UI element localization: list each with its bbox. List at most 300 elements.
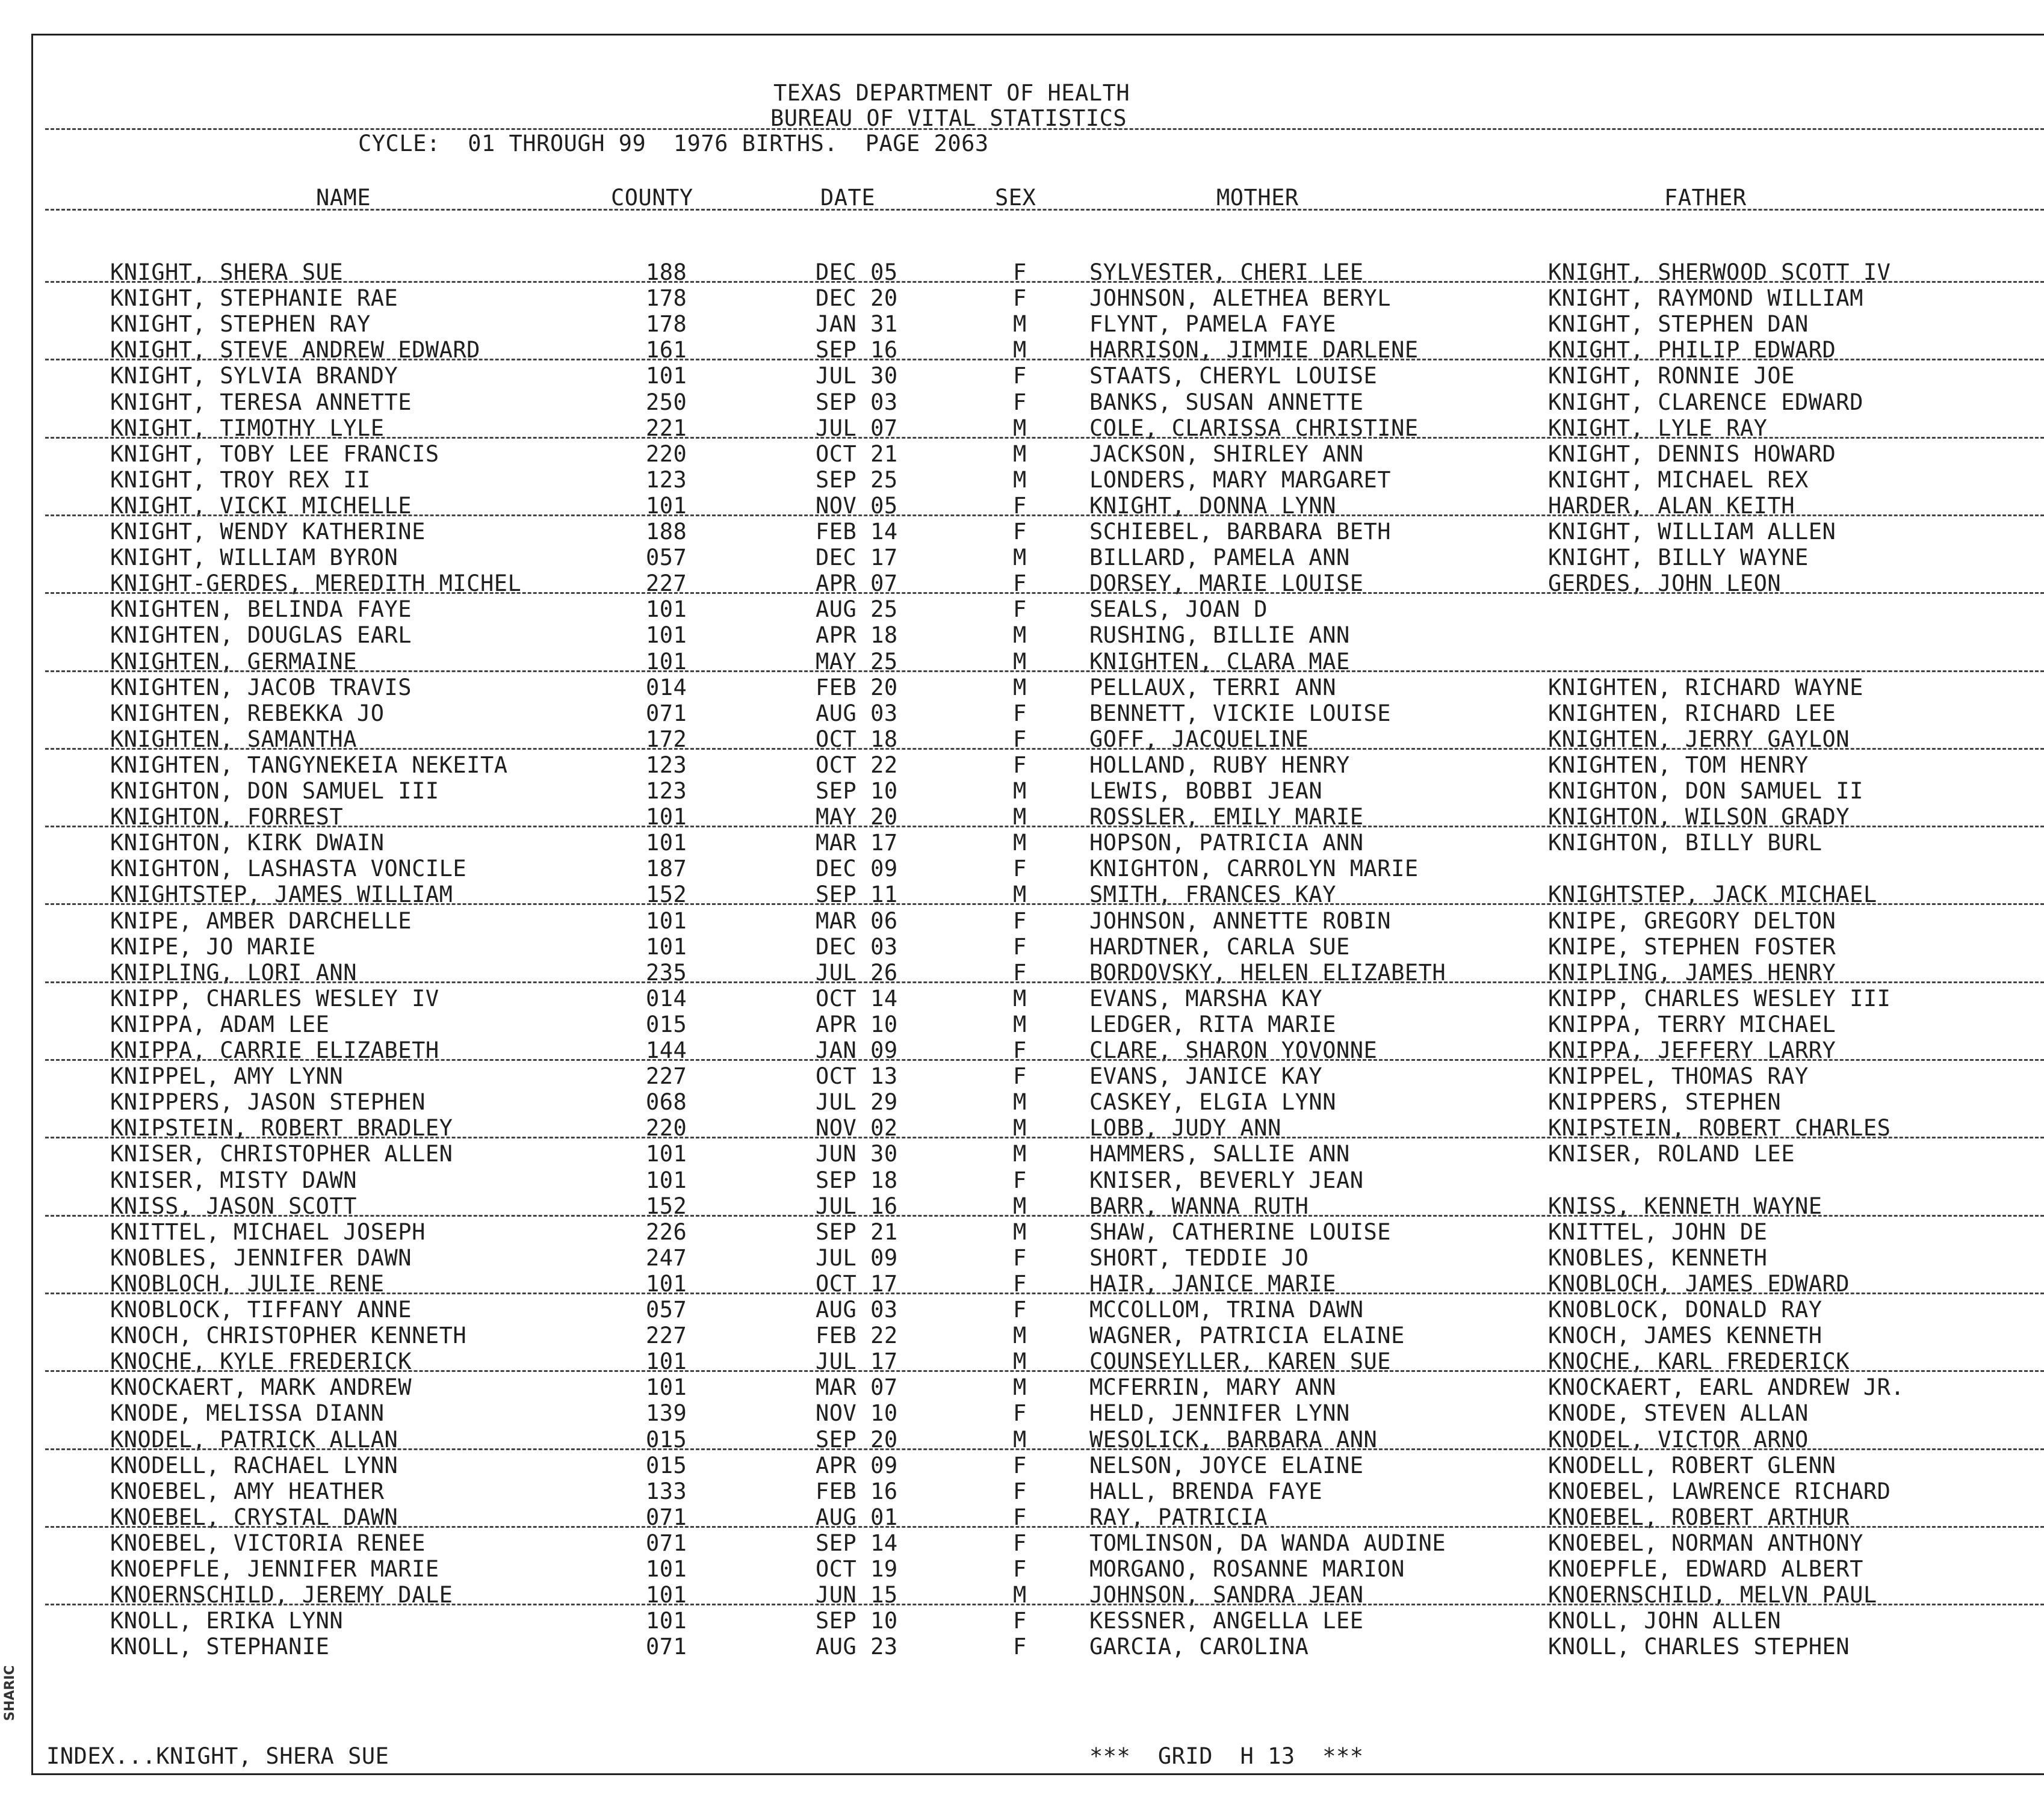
row-divider <box>45 748 2044 750</box>
cell-father: KNIGHTEN, RICHARD LEE <box>1548 700 1836 726</box>
cell-date: MAR 07 <box>816 1374 898 1401</box>
cell-date: NOV 02 <box>816 1115 898 1141</box>
cell-date: MAY 25 <box>816 648 898 675</box>
cell-county: 101 <box>646 1167 687 1193</box>
cell-father: KNIPSTEIN, ROBERT CHARLES <box>1548 1115 1891 1141</box>
row-divider <box>45 1059 2044 1061</box>
cell-county: 015 <box>646 1011 687 1037</box>
row-divider <box>45 1370 2044 1372</box>
cell-county: 101 <box>646 363 687 389</box>
cell-date: OCT 18 <box>816 726 898 752</box>
cell-name: KNIGHT-GERDES, MEREDITH MICHEL <box>110 570 522 597</box>
cell-sex: F <box>1013 285 1027 312</box>
cell-date: JUL 07 <box>816 415 898 441</box>
cell-county: 220 <box>646 1115 687 1141</box>
cell-name: KNIGHT, TROY REX II <box>110 466 371 493</box>
cell-mother: CASKEY, ELGIA LYNN <box>1089 1089 1336 1116</box>
cell-sex: M <box>1013 1323 1027 1349</box>
cell-name: KNIGHTEN, REBEKKA JO <box>110 700 385 726</box>
cell-sex: M <box>1013 1426 1027 1453</box>
cell-date: SEP 16 <box>816 337 898 363</box>
cell-father: KNIGHT, LYLE RAY <box>1548 415 1768 441</box>
cell-mother: SEALS, JOAN D <box>1089 596 1268 623</box>
cell-name: KNIGHTON, FORREST <box>110 804 344 830</box>
cell-name: KNIGHTEN, TANGYNEKEIA NEKEITA <box>110 752 508 778</box>
cell-sex: F <box>1013 259 1027 285</box>
cell-county: 057 <box>646 1297 687 1323</box>
cell-mother: MORGANO, ROSANNE MARION <box>1089 1556 1405 1582</box>
cell-mother: RAY, PATRICIA <box>1089 1504 1268 1530</box>
cell-father: KNOLL, CHARLES STEPHEN <box>1548 1634 1850 1660</box>
cell-county: 068 <box>646 1089 687 1116</box>
cell-sex: F <box>1013 1530 1027 1556</box>
cell-father: KNOEBEL, ROBERT ARTHUR <box>1548 1504 1850 1530</box>
cell-father: KNIGHTON, BILLY BURL <box>1548 830 1823 856</box>
cell-father: KNOLL, JOHN ALLEN <box>1548 1608 1782 1634</box>
cell-name: KNIGHTEN, BELINDA FAYE <box>110 596 412 623</box>
cell-sex: F <box>1013 1167 1027 1193</box>
cell-mother: TOMLINSON, DA WANDA AUDINE <box>1089 1530 1446 1556</box>
cell-name: KNIPPA, CARRIE ELIZABETH <box>110 1037 439 1063</box>
cell-mother: MCCOLLOM, TRINA DAWN <box>1089 1297 1364 1323</box>
cell-name: KNISS, JASON SCOTT <box>110 1193 357 1219</box>
cell-name: KNIGHTON, KIRK DWAIN <box>110 830 385 856</box>
cell-mother: PELLAUX, TERRI ANN <box>1089 674 1336 700</box>
cell-date: AUG 25 <box>816 596 898 623</box>
cell-sex: M <box>1013 311 1027 338</box>
cell-mother: JOHNSON, ANNETTE ROBIN <box>1089 907 1392 934</box>
cell-mother: EVANS, JANICE KAY <box>1089 1063 1323 1090</box>
cell-mother: NELSON, JOYCE ELAINE <box>1089 1452 1364 1478</box>
cell-name: KNIGHTEN, JACOB TRAVIS <box>110 674 412 700</box>
cell-father: KNOCKAERT, EARL ANDREW JR. <box>1548 1374 1905 1401</box>
row-divider <box>45 1215 2044 1217</box>
cell-mother: HARRISON, JIMMIE DARLENE <box>1089 337 1419 363</box>
cell-date: MAY 20 <box>816 804 898 830</box>
cell-date: JUL 29 <box>816 1089 898 1116</box>
cell-father: HARDER, ALAN KEITH <box>1548 492 1795 519</box>
cell-sex: M <box>1013 1582 1027 1608</box>
cell-county: 227 <box>646 1063 687 1090</box>
cell-sex: M <box>1013 1374 1027 1401</box>
cell-father: KNIGHTON, DON SAMUEL II <box>1548 778 1863 804</box>
cell-mother: EVANS, MARSHA KAY <box>1089 985 1323 1012</box>
cell-name: KNIPPA, ADAM LEE <box>110 1011 330 1037</box>
cell-father: KNOBLOCK, DONALD RAY <box>1548 1297 1823 1323</box>
cell-name: KNIGHT, TIMOTHY LYLE <box>110 415 385 441</box>
cell-county: 101 <box>646 804 687 830</box>
cell-date: OCT 13 <box>816 1063 898 1090</box>
cell-father: KNOERNSCHILD, MELVN PAUL <box>1548 1582 1877 1608</box>
cell-mother: HOPSON, PATRICIA ANN <box>1089 830 1364 856</box>
cell-father: KNIGHTEN, TOM HENRY <box>1548 752 1809 778</box>
cell-father: KNODE, STEVEN ALLAN <box>1548 1400 1809 1427</box>
cell-county: 188 <box>646 519 687 545</box>
cell-county: 015 <box>646 1426 687 1453</box>
cell-county: 057 <box>646 545 687 571</box>
cell-name: KNOEBEL, CRYSTAL DAWN <box>110 1504 398 1530</box>
cell-name: KNODEL, PATRICK ALLAN <box>110 1426 398 1453</box>
cell-sex: M <box>1013 804 1027 830</box>
cell-county: 178 <box>646 311 687 338</box>
cell-name: KNIGHTSTEP, JAMES WILLIAM <box>110 882 453 908</box>
cell-sex: F <box>1013 519 1027 545</box>
row-divider <box>45 670 2044 672</box>
cell-sex: F <box>1013 1608 1027 1634</box>
col-father: FATHER <box>1664 185 1747 211</box>
cell-mother: SHORT, TEDDIE JO <box>1089 1244 1309 1271</box>
cell-county: 101 <box>646 622 687 649</box>
cell-name: KNITTEL, MICHAEL JOSEPH <box>110 1219 426 1245</box>
cell-mother: WAGNER, PATRICIA ELAINE <box>1089 1323 1405 1349</box>
row-divider <box>45 1526 2044 1528</box>
cell-mother: BILLARD, PAMELA ANN <box>1089 545 1350 571</box>
cell-county: 101 <box>646 492 687 519</box>
cell-sex: M <box>1013 985 1027 1012</box>
cell-mother: KNIGHT, DONNA LYNN <box>1089 492 1336 519</box>
cell-date: APR 10 <box>816 1011 898 1037</box>
cell-sex: F <box>1013 726 1027 752</box>
cell-mother: KNISER, BEVERLY JEAN <box>1089 1167 1364 1193</box>
cell-sex: M <box>1013 466 1027 493</box>
cell-name: KNOEBEL, AMY HEATHER <box>110 1478 385 1504</box>
cell-father: KNIGHT, STEPHEN DAN <box>1548 311 1809 338</box>
cell-sex: M <box>1013 1115 1027 1141</box>
cell-mother: ROSSLER, EMILY MARIE <box>1089 804 1364 830</box>
cell-sex: M <box>1013 545 1027 571</box>
cell-name: KNODELL, RACHAEL LYNN <box>110 1452 398 1478</box>
cell-county: 123 <box>646 752 687 778</box>
cell-mother: HAMMERS, SALLIE ANN <box>1089 1141 1350 1167</box>
cell-father: KNITTEL, JOHN DE <box>1548 1219 1768 1245</box>
cell-mother: WESOLICK, BARBARA ANN <box>1089 1426 1378 1453</box>
cell-sex: F <box>1013 752 1027 778</box>
cell-sex: F <box>1013 1556 1027 1582</box>
cell-sex: F <box>1013 596 1027 623</box>
cell-county: 152 <box>646 882 687 908</box>
cell-name: KNOBLES, JENNIFER DAWN <box>110 1244 412 1271</box>
cell-name: KNIGHTON, LASHASTA VONCILE <box>110 856 467 882</box>
cell-sex: M <box>1013 882 1027 908</box>
cell-father: KNOEBEL, NORMAN ANTHONY <box>1548 1530 1863 1556</box>
cell-mother: COLE, CLARISSA CHRISTINE <box>1089 415 1419 441</box>
cell-county: 101 <box>646 1141 687 1167</box>
cell-date: JUL 30 <box>816 363 898 389</box>
cell-father: KNODEL, VICTOR ARNO <box>1548 1426 1809 1453</box>
row-divider <box>45 1448 2044 1450</box>
row-divider <box>45 1293 2044 1294</box>
row-divider <box>45 592 2044 594</box>
cell-date: SEP 25 <box>816 466 898 493</box>
cell-date: APR 07 <box>816 570 898 597</box>
cell-name: KNOEBEL, VICTORIA RENEE <box>110 1530 426 1556</box>
cell-sex: F <box>1013 1400 1027 1427</box>
cell-name: KNIPP, CHARLES WESLEY IV <box>110 985 439 1012</box>
cell-sex: M <box>1013 337 1027 363</box>
cell-sex: F <box>1013 1244 1027 1271</box>
cell-sex: F <box>1013 1634 1027 1660</box>
cell-date: DEC 09 <box>816 856 898 882</box>
cell-father: KNIPE, GREGORY DELTON <box>1548 907 1836 934</box>
cell-mother: HARDTNER, CARLA SUE <box>1089 933 1350 960</box>
cell-mother: BANKS, SUSAN ANNETTE <box>1089 389 1364 415</box>
cell-father: KNIGHTON, WILSON GRADY <box>1548 804 1850 830</box>
cell-name: KNOERNSCHILD, JEREMY DALE <box>110 1582 453 1608</box>
cell-county: 235 <box>646 959 687 986</box>
record-sheet <box>31 34 2044 1775</box>
cell-name: KNIGHTON, DON SAMUEL III <box>110 778 439 804</box>
cell-date: AUG 03 <box>816 1297 898 1323</box>
cell-name: KNIGHT, VICKI MICHELLE <box>110 492 412 519</box>
cell-name: KNODE, MELISSA DIANN <box>110 1400 385 1427</box>
cell-father: KNIPPA, JEFFERY LARRY <box>1548 1037 1836 1063</box>
cell-date: SEP 11 <box>816 882 898 908</box>
cell-name: KNIPSTEIN, ROBERT BRADLEY <box>110 1115 453 1141</box>
cell-father: KNOEPFLE, EDWARD ALBERT <box>1548 1556 1863 1582</box>
cell-date: JUL 16 <box>816 1193 898 1219</box>
cell-county: 101 <box>646 830 687 856</box>
cell-sex: F <box>1013 1297 1027 1323</box>
cell-mother: LEWIS, BOBBI JEAN <box>1089 778 1323 804</box>
cell-father: KNIPPERS, STEPHEN <box>1548 1089 1782 1116</box>
cell-sex: F <box>1013 959 1027 986</box>
cell-date: SEP 03 <box>816 389 898 415</box>
cell-father: KNISS, KENNETH WAYNE <box>1548 1193 1823 1219</box>
cell-mother: KNIGHTEN, CLARA MAE <box>1089 648 1350 675</box>
cell-father: KNIGHT, PHILIP EDWARD <box>1548 337 1836 363</box>
cell-county: 101 <box>646 596 687 623</box>
header-line-3: CYCLE: 01 THROUGH 99 1976 BIRTHS. PAGE 2063 <box>358 131 989 156</box>
cell-mother: LONDERS, MARY MARGARET <box>1089 466 1392 493</box>
row-divider <box>45 437 2044 439</box>
cell-county: 101 <box>646 1348 687 1375</box>
cell-sex: F <box>1013 1504 1027 1530</box>
cell-father: KNIGHT, MICHAEL REX <box>1548 466 1809 493</box>
header-line-2: BUREAU OF VITAL STATISTICS <box>770 105 1127 131</box>
cell-name: KNIPLING, LORI ANN <box>110 959 357 986</box>
cell-county: 221 <box>646 415 687 441</box>
cell-name: KNIGHT, STEPHEN RAY <box>110 311 371 338</box>
cell-county: 101 <box>646 1556 687 1582</box>
cell-date: MAR 06 <box>816 907 898 934</box>
cell-sex: F <box>1013 1452 1027 1478</box>
cell-father: KNIPP, CHARLES WESLEY III <box>1548 985 1891 1012</box>
cell-mother: SYLVESTER, CHERI LEE <box>1089 259 1364 285</box>
cell-sex: M <box>1013 622 1027 649</box>
cell-county: 178 <box>646 285 687 312</box>
cell-date: SEP 10 <box>816 778 898 804</box>
row-divider <box>45 359 2044 360</box>
cell-name: KNIPPERS, JASON STEPHEN <box>110 1089 426 1116</box>
cell-mother: GARCIA, CAROLINA <box>1089 1634 1309 1660</box>
cell-father: KNOCHE, KARL FREDERICK <box>1548 1348 1850 1375</box>
cell-county: 014 <box>646 985 687 1012</box>
cell-mother: BORDOVSKY, HELEN ELIZABETH <box>1089 959 1446 986</box>
cell-mother: GOFF, JACQUELINE <box>1089 726 1309 752</box>
cell-sex: M <box>1013 1089 1027 1116</box>
cell-name: KNIGHT, WENDY KATHERINE <box>110 519 426 545</box>
cell-sex: F <box>1013 363 1027 389</box>
row-divider <box>45 826 2044 827</box>
cell-date: FEB 16 <box>816 1478 898 1504</box>
col-date: DATE <box>820 185 876 211</box>
cell-sex: M <box>1013 1193 1027 1219</box>
cell-name: KNIPPEL, AMY LYNN <box>110 1063 344 1090</box>
cell-mother: HOLLAND, RUBY HENRY <box>1089 752 1350 778</box>
cell-date: JUL 17 <box>816 1348 898 1375</box>
cell-sex: M <box>1013 830 1027 856</box>
cell-father: KNIGHT, RONNIE JOE <box>1548 363 1795 389</box>
row-divider <box>45 281 2044 283</box>
cell-date: OCT 19 <box>816 1556 898 1582</box>
col-county: COUNTY <box>611 185 693 211</box>
cell-name: KNIGHT, WILLIAM BYRON <box>110 545 398 571</box>
cell-date: JAN 31 <box>816 311 898 338</box>
cell-name: KNOCH, CHRISTOPHER KENNETH <box>110 1323 467 1349</box>
cell-county: 101 <box>646 1582 687 1608</box>
cell-father: KNIPPA, TERRY MICHAEL <box>1548 1011 1836 1037</box>
cell-county: 188 <box>646 259 687 285</box>
cell-date: FEB 20 <box>816 674 898 700</box>
cell-date: SEP 14 <box>816 1530 898 1556</box>
cell-name: KNIGHT, SHERA SUE <box>110 259 344 285</box>
cell-mother: JACKSON, SHIRLEY ANN <box>1089 440 1364 467</box>
row-divider <box>45 903 2044 905</box>
cell-date: AUG 01 <box>816 1504 898 1530</box>
col-sex: SEX <box>995 185 1036 211</box>
cell-sex: F <box>1013 1270 1027 1297</box>
row-divider <box>45 514 2044 516</box>
cell-mother: BARR, WANNA RUTH <box>1089 1193 1309 1219</box>
cell-mother: FLYNT, PAMELA FAYE <box>1089 311 1336 338</box>
cell-name: KNOLL, STEPHANIE <box>110 1634 330 1660</box>
cell-sex: F <box>1013 700 1027 726</box>
cell-mother: JOHNSON, SANDRA JEAN <box>1089 1582 1364 1608</box>
header-divider <box>45 128 2044 130</box>
cell-sex: M <box>1013 1348 1027 1375</box>
cell-father: KNIPPEL, THOMAS RAY <box>1548 1063 1809 1090</box>
cell-father: KNIGHT, RAYMOND WILLIAM <box>1548 285 1863 312</box>
cell-county: 220 <box>646 440 687 467</box>
cell-mother: HELD, JENNIFER LYNN <box>1089 1400 1350 1427</box>
cell-mother: CLARE, SHARON YOVONNE <box>1089 1037 1378 1063</box>
cell-county: 152 <box>646 1193 687 1219</box>
cell-date: DEC 05 <box>816 259 898 285</box>
cell-county: 015 <box>646 1452 687 1478</box>
cell-father: KNIPE, STEPHEN FOSTER <box>1548 933 1836 960</box>
cell-date: JUL 26 <box>816 959 898 986</box>
cell-mother: RUSHING, BILLIE ANN <box>1089 622 1350 649</box>
cell-date: APR 18 <box>816 622 898 649</box>
cell-father: KNIGHT, SHERWOOD SCOTT IV <box>1548 259 1891 285</box>
cell-father: KNOEBEL, LAWRENCE RICHARD <box>1548 1478 1891 1504</box>
cell-name: KNIPE, JO MARIE <box>110 933 316 960</box>
cell-county: 250 <box>646 389 687 415</box>
row-divider <box>45 1137 2044 1138</box>
cell-mother: STAATS, CHERYL LOUISE <box>1089 363 1378 389</box>
cell-county: 101 <box>646 1270 687 1297</box>
cell-county: 227 <box>646 1323 687 1349</box>
footer-grid: *** GRID H 13 *** <box>1089 1743 1364 1769</box>
cell-father: KNIGHT, BILLY WAYNE <box>1548 545 1809 571</box>
cell-sex: M <box>1013 415 1027 441</box>
cell-mother: COUNSEYLLER, KAREN SUE <box>1089 1348 1392 1375</box>
cell-name: KNIGHT, STEVE ANDREW EDWARD <box>110 337 480 363</box>
cell-sex: M <box>1013 1219 1027 1245</box>
cell-name: KNOBLOCK, TIFFANY ANNE <box>110 1297 412 1323</box>
cell-father: KNOCH, JAMES KENNETH <box>1548 1323 1823 1349</box>
cell-date: OCT 14 <box>816 985 898 1012</box>
row-divider <box>45 981 2044 983</box>
cell-father: KNOBLOCH, JAMES EDWARD <box>1548 1270 1850 1297</box>
cell-county: 071 <box>646 1634 687 1660</box>
cell-county: 101 <box>646 1374 687 1401</box>
cell-date: FEB 14 <box>816 519 898 545</box>
cell-sex: F <box>1013 856 1027 882</box>
cell-date: SEP 20 <box>816 1426 898 1453</box>
cell-sex: M <box>1013 778 1027 804</box>
cell-county: 101 <box>646 648 687 675</box>
cell-name: KNOBLOCH, JULIE RENE <box>110 1270 385 1297</box>
cell-date: MAR 17 <box>816 830 898 856</box>
cell-sex: F <box>1013 570 1027 597</box>
cell-name: KNIGHT, STEPHANIE RAE <box>110 285 398 312</box>
cell-sex: M <box>1013 1141 1027 1167</box>
cell-father: KNIPLING, JAMES HENRY <box>1548 959 1836 986</box>
cell-sex: M <box>1013 440 1027 467</box>
side-label: SHARIC <box>2 1665 17 1721</box>
cell-father: KNIGHTSTEP, JACK MICHAEL <box>1548 882 1877 908</box>
cell-name: KNOCHE, KYLE FREDERICK <box>110 1348 412 1375</box>
cell-sex: F <box>1013 933 1027 960</box>
cell-sex: F <box>1013 1063 1027 1090</box>
cell-county: 101 <box>646 933 687 960</box>
cell-date: SEP 18 <box>816 1167 898 1193</box>
cell-date: SEP 10 <box>816 1608 898 1634</box>
cell-county: 227 <box>646 570 687 597</box>
cell-date: AUG 23 <box>816 1634 898 1660</box>
cell-name: KNISER, MISTY DAWN <box>110 1167 357 1193</box>
cell-mother: BENNETT, VICKIE LOUISE <box>1089 700 1392 726</box>
cell-name: KNOCKAERT, MARK ANDREW <box>110 1374 412 1401</box>
cell-sex: M <box>1013 1011 1027 1037</box>
cell-father: KNIGHT, CLARENCE EDWARD <box>1548 389 1863 415</box>
cell-county: 139 <box>646 1400 687 1427</box>
cell-date: OCT 21 <box>816 440 898 467</box>
cell-date: JUN 15 <box>816 1582 898 1608</box>
cell-mother: KNIGHTON, CARROLYN MARIE <box>1089 856 1419 882</box>
cell-date: OCT 17 <box>816 1270 898 1297</box>
cell-sex: M <box>1013 648 1027 675</box>
cell-name: KNIGHTEN, SAMANTHA <box>110 726 357 752</box>
cell-mother: LEDGER, RITA MARIE <box>1089 1011 1336 1037</box>
cell-county: 123 <box>646 466 687 493</box>
cell-county: 172 <box>646 726 687 752</box>
cell-county: 187 <box>646 856 687 882</box>
cell-county: 123 <box>646 778 687 804</box>
cell-date: DEC 03 <box>816 933 898 960</box>
cell-county: 071 <box>646 1504 687 1530</box>
cell-father: KNISER, ROLAND LEE <box>1548 1141 1795 1167</box>
cell-sex: F <box>1013 492 1027 519</box>
cell-date: NOV 05 <box>816 492 898 519</box>
cell-county: 226 <box>646 1219 687 1245</box>
cell-date: DEC 20 <box>816 285 898 312</box>
cell-mother: KESSNER, ANGELLA LEE <box>1089 1608 1364 1634</box>
cell-father: KNIGHTEN, JERRY GAYLON <box>1548 726 1850 752</box>
cell-mother: LOBB, JUDY ANN <box>1089 1115 1281 1141</box>
cell-sex: F <box>1013 907 1027 934</box>
